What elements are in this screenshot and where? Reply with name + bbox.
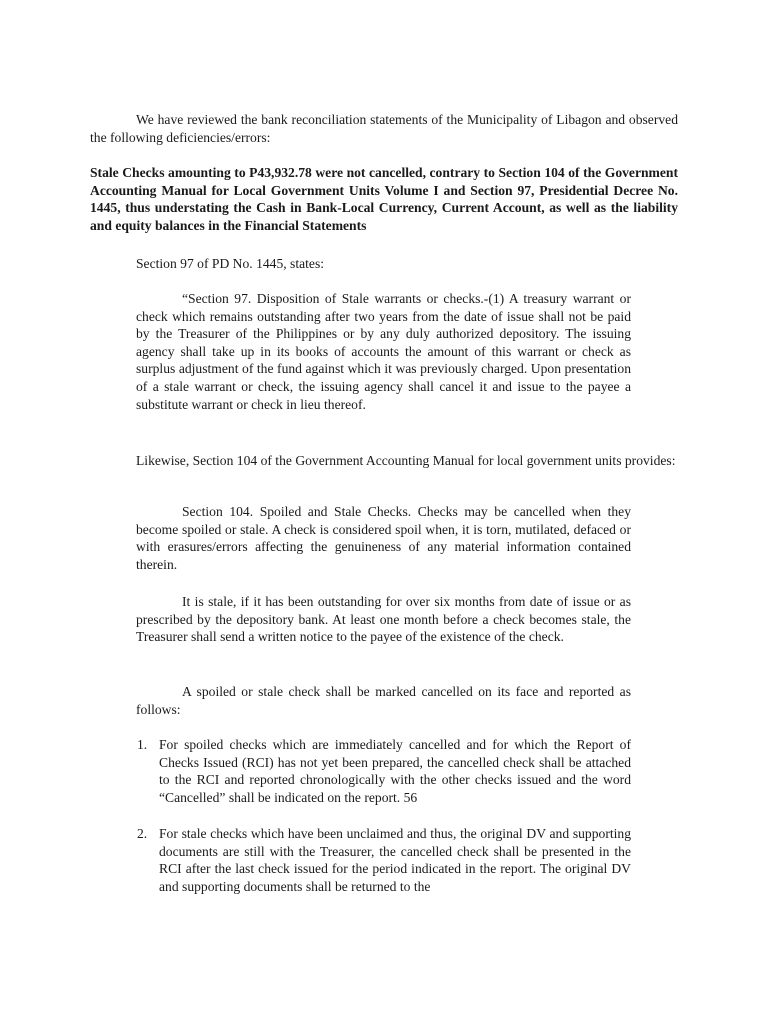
list-item-text: For spoiled checks which are immediately cancelled and for which the Report of Checks Issued (RCI) has not yet been prepared, the cancelled check shall be attached to the RCI and reported chronologically with the other checks issued and the word “Cancelled” shall be indicated on the report. 56: [159, 737, 631, 805]
section104-paragraph-3: A spoiled or stale check shall be marked cancelled on its face and reported as follows:: [136, 684, 631, 717]
list-item-number: 1.: [137, 737, 148, 752]
section97-quote: “Section 97. Disposition of Stale warrants or checks.-(1) A treasury warrant or check which remains outstanding after two years from the date of issue shall not be paid by the Treasurer of the Philippines or by any duly authorized depository. The issuing agency shall take up in its books of accounts the amount of this warrant or check as surplus adjustment of the fund against which it was previously charged. Upon presentation of a stale warrant or check, the issuing agency shall cancel it and issue to the payee a substitute warrant or check in lieu thereof.: [136, 291, 631, 412]
finding-heading: Stale Checks amounting to P43,932.78 were not cancelled, contrary to Section 104 of the Government Accounting Manual for Local Government Units Volume I and Section 97, Presidential Decree No. 1445, thus understating the Cash in Bank-Local Currency, Current Account, as well as the liability and equity balances in the Financial Statements: [90, 165, 678, 233]
list-item-text: For stale checks which have been unclaimed and thus, the original DV and supporting documents are still with the Treasurer, the cancelled check shall be presented in the RCI after the last check issued for the period indicated in the report. The original DV and supporting documents shall be returned to the: [159, 826, 631, 894]
list-item-number: 2.: [137, 826, 148, 841]
section97-intro: Section 97 of PD No. 1445, states:: [136, 256, 325, 271]
section104-paragraph-2: It is stale, if it has been outstanding for over six months from date of issue or as prescribed by the depository bank. At least one month before a check becomes stale, the Treasurer shall send a written notice to the payee of the existence of the check.: [136, 594, 631, 645]
list-item: [137, 825, 631, 895]
section104-paragraph-1: Section 104. Spoiled and Stale Checks. Checks may be cancelled when they become spoiled or stale. A check is considered spoil when, it is torn, mutilated, defaced or with erasures/errors affecting the genuineness of any material information contained therein.: [136, 504, 631, 572]
section104-intro: Likewise, Section 104 of the Government Accounting Manual for local government units provides:: [136, 453, 676, 468]
list-item: [137, 736, 631, 806]
intro-paragraph: We have reviewed the bank reconciliation statements of the Municipality of Libagon and observed the following deficiencies/errors:: [90, 112, 678, 145]
